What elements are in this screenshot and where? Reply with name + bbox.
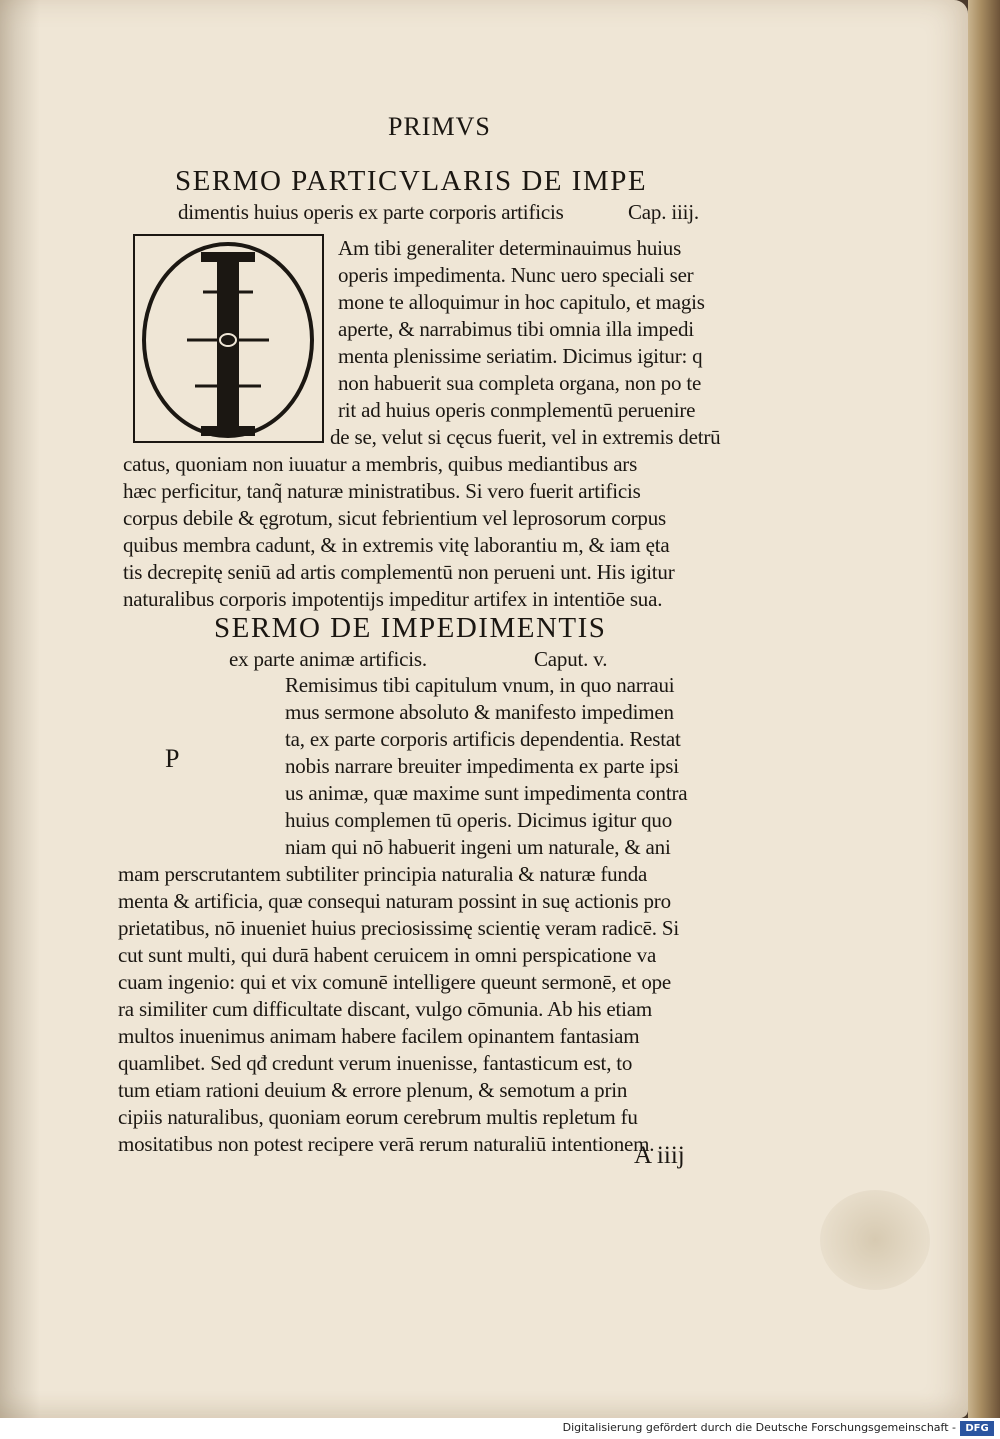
page-edges — [968, 0, 1000, 1418]
gutter-shadow — [0, 0, 40, 1418]
chapter-4-line: aperte, & narrabimus tibi omnia illa impedi — [338, 317, 694, 341]
chapter-5-line: multos inuenimus animam habere facilem opinantem fantasiam — [118, 1024, 640, 1048]
chapter-5-line: mositatibus non potest recipere verā rerum naturaliū intentionem. — [118, 1132, 655, 1156]
chapter-5-line: cipiis naturalibus, quoniam eorum cerebrum multis repletum fu — [118, 1105, 638, 1129]
chapter-5-line: huius complemen tū operis. Dicimus igitur quo — [285, 808, 673, 832]
chapter-4-line: operis impedimenta. Nunc uero speciali ser — [338, 263, 694, 287]
initial-I-illustration — [135, 236, 322, 441]
chapter-5-subheading: ex parte animæ artificis. — [229, 647, 427, 671]
chapter-5-line: tum etiam rationi deuium & errore plenum, & semotum a prin — [118, 1078, 628, 1102]
chapter-4-line: hæc perficitur, tanq̃ naturæ ministratibus. Si vero fuerit artificis — [123, 479, 641, 503]
chapter-4-line: quibus membra cadunt, & in extremis vitę laborantiu m, & iam ęta — [123, 533, 670, 557]
funding-notice: Digitalisierung gefördert durch die Deutsche Forschungsgemeinschaft - — [562, 1421, 956, 1434]
chapter-5-line: nobis narrare breuiter impedimenta ex parte ipsi — [285, 754, 679, 778]
chapter-4-line: menta plenissime seriatim. Dicimus igitur: q — [338, 344, 703, 368]
chapter-4-line: corpus debile & ęgrotum, sicut febrientium vel leprosorum corpus — [123, 506, 666, 530]
chapter-5-line: menta & artificia, quæ consequi naturam possint in suę actionis pro — [118, 889, 671, 913]
running-header: PRIMVS — [388, 112, 491, 141]
chapter-5-line: mam perscrutantem subtiliter principia naturalia & naturæ funda — [118, 862, 648, 886]
signature-mark: A iiij — [634, 1142, 685, 1169]
guide-letter: P — [165, 744, 180, 773]
chapter-4-line: rit ad huius operis conmplementū peruenire — [338, 398, 696, 422]
dfg-logo[interactable]: DFG — [960, 1421, 994, 1436]
paper-stain — [820, 1190, 930, 1290]
chapter-5-line: Remisimus tibi capitulum vnum, in quo narraui — [285, 673, 675, 697]
chapter-4-line: mone te alloquimur in hoc capitulo, et magis — [338, 290, 705, 314]
chapter-4-line: catus, quoniam non iuuatur a membris, quibus mediantibus ars — [123, 452, 638, 476]
chapter-5-line: ta, ex parte corporis artificis dependentia. Restat — [285, 727, 681, 751]
chapter-5-line: mus sermone absoluto & manifesto impedimen — [285, 700, 674, 724]
chapter-4-line: tis decrepitę seniū ad artis complementū non perueni unt. His igitur — [123, 560, 675, 584]
chapter-5-line: quamlibet. Sed qđ credunt verum inuenisse, fantasticum est, to — [118, 1051, 633, 1075]
chapter-4-line: non habuerit sua completa organa, non po te — [338, 371, 702, 395]
chapter-5-heading: SERMO DE IMPEDIMENTIS — [214, 612, 607, 644]
chapter-5-line: cut sunt multi, qui durā habent ceruicem in omni perspicatione va — [118, 943, 657, 967]
chapter-5-line: cuam ingenio: qui et vix comunē intelligere queunt sermonē, et ope — [118, 970, 672, 994]
chapter-5-line: prietatibus, nō inueniet huius preciosissimę scientię veram radicē. Si — [118, 916, 680, 940]
chapter-4-heading: SERMO PARTICVLARIS DE IMPE — [175, 165, 648, 197]
chapter-4-line: Am tibi generaliter determinauimus huius — [338, 236, 682, 260]
chapter-5-line: us animæ, quæ maxime sunt impedimenta contra — [285, 781, 688, 805]
chapter-4-subheading: dimentis huius operis ex parte corporis artificis — [178, 200, 564, 224]
chapter-5-line: niam qui nō habuerit ingeni um naturale, & ani — [285, 835, 671, 859]
chapter-5-caption: Caput. v. — [534, 647, 608, 671]
chapter-4-caption: Cap. iiij. — [628, 200, 699, 224]
chapter-4-line: naturalibus corporis impotentijs impeditur artifex in intentiōe sua. — [123, 587, 663, 611]
chapter-5-line: ra similiter cum difficultate discant, vulgo cōmunia. Ab his etiam — [118, 997, 653, 1021]
chapter-4-line: de se, velut si cęcus fuerit, vel in extremis detrū — [330, 425, 721, 449]
decorated-initial-I — [133, 234, 324, 443]
